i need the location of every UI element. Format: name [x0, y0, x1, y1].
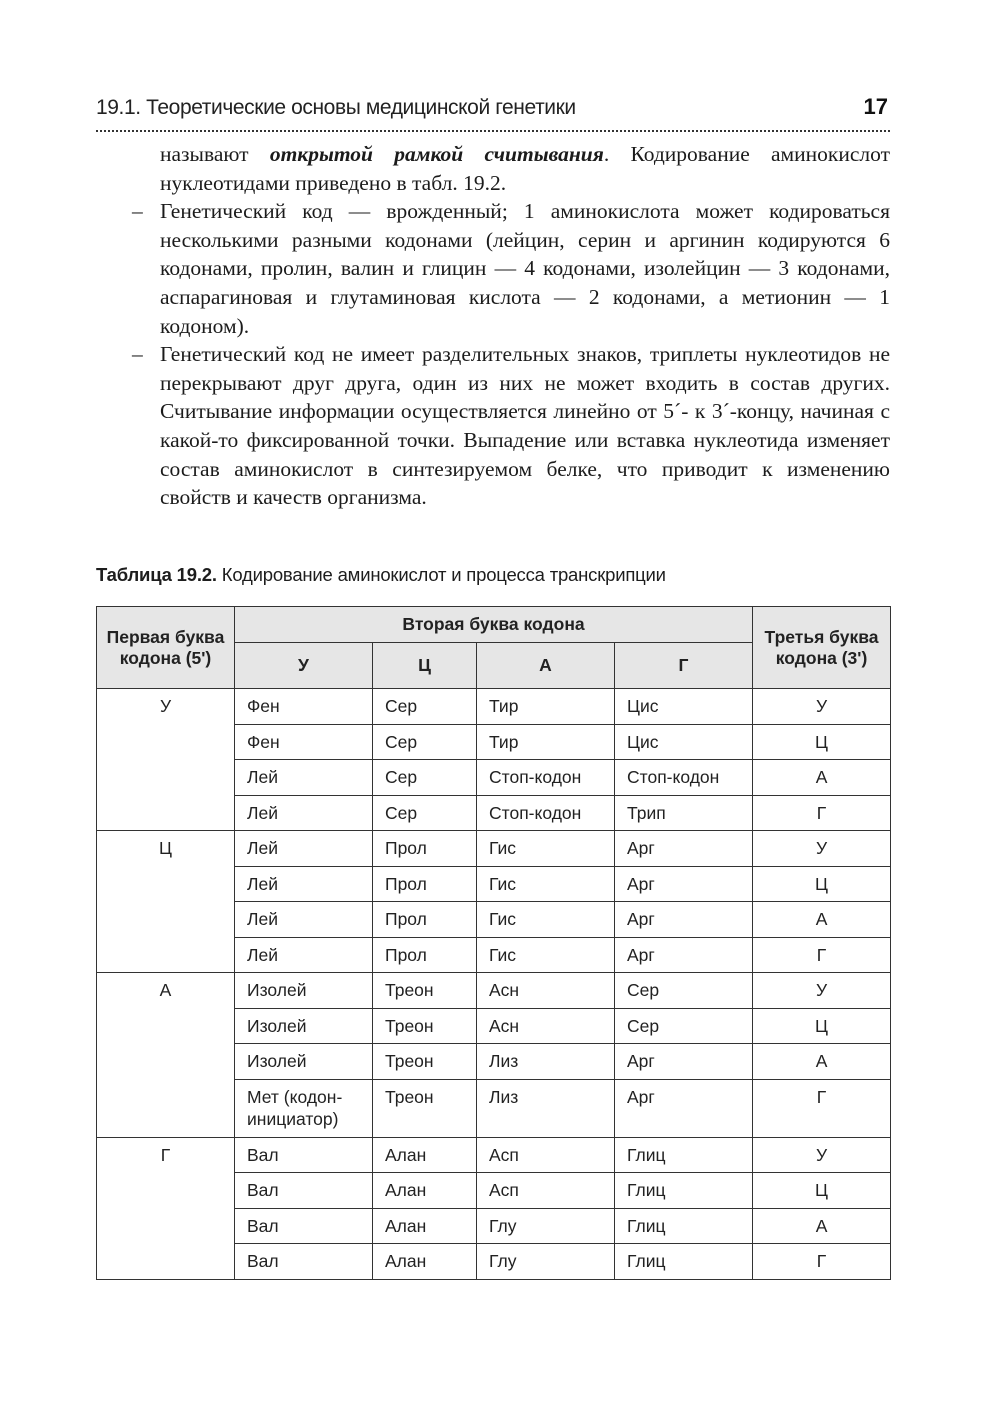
table-cell: Гис: [477, 902, 615, 938]
header-second-a: А: [477, 643, 615, 689]
list-item: [132, 197, 890, 340]
table-cell: Сер: [373, 689, 477, 725]
page-number: 17: [863, 94, 888, 119]
first-letter-cell: А: [97, 973, 235, 1138]
table-cell: Алан: [373, 1244, 477, 1280]
p1-after: . Кодирование аминокислот нуклеотидами приведено в табл. 19.2.: [160, 142, 891, 195]
table-cell: Глиц: [615, 1137, 753, 1173]
table-cell: Асп: [477, 1137, 615, 1173]
table-cell: Стоп-кодон: [615, 760, 753, 796]
first-letter-cell: У: [97, 689, 235, 831]
table-cell: Лиз: [477, 1044, 615, 1080]
list-item-text: Генетический код — врожденный; 1 аминокислота может кодироваться несколькими разными кодонами (лейцин, серин и аргинин кодируются 6 кодонами, пролин, валин и глицин — 4 кодонами, изолейцин — 3 кодонами, аспарагиновая и глутаминовая кислота — 2 кодонами, а метионин — 1 кодоном).: [160, 199, 890, 338]
table-cell: Изолей: [235, 973, 373, 1009]
table-cell: Арг: [615, 1079, 753, 1137]
third-letter-cell: У: [753, 831, 891, 867]
table-cell: Алан: [373, 1208, 477, 1244]
table-cell: Вал: [235, 1244, 373, 1280]
header-second-g: Г: [615, 643, 753, 689]
third-letter-cell: Ц: [753, 724, 891, 760]
list-item: [132, 340, 890, 512]
third-letter-cell: А: [753, 902, 891, 938]
table-cell: Алан: [373, 1173, 477, 1209]
table-cell: Прол: [373, 937, 477, 973]
table-cell: Тир: [477, 689, 615, 725]
third-letter-cell: А: [753, 1208, 891, 1244]
third-letter-cell: Г: [753, 937, 891, 973]
codon-table: [96, 606, 891, 1280]
header-second-c: Ц: [373, 643, 477, 689]
table-cell: Вал: [235, 1208, 373, 1244]
table-cell: Гис: [477, 866, 615, 902]
table-caption-title: Кодирование аминокислот и процесса транскрипции: [216, 564, 666, 585]
header-second-u: У: [235, 643, 373, 689]
table-cell: Прол: [373, 831, 477, 867]
table-cell: Глу: [477, 1244, 615, 1280]
table-cell: Цис: [615, 689, 753, 725]
third-letter-cell: Ц: [753, 1008, 891, 1044]
table-cell: Сер: [373, 724, 477, 760]
table-cell: Фен: [235, 724, 373, 760]
table-cell: Лей: [235, 760, 373, 796]
body-text: [132, 140, 890, 512]
table-cell: Алан: [373, 1137, 477, 1173]
table-cell: Лей: [235, 831, 373, 867]
third-letter-cell: Г: [753, 1079, 891, 1137]
table-caption-label: Таблица 19.2.: [96, 564, 217, 585]
table-cell: Прол: [373, 902, 477, 938]
table-cell: Лиз: [477, 1079, 615, 1137]
table-cell: Фен: [235, 689, 373, 725]
paragraph-continuation: [132, 140, 890, 197]
third-letter-cell: Г: [753, 795, 891, 831]
table-cell: Арг: [615, 937, 753, 973]
table-cell: Прол: [373, 866, 477, 902]
table-caption: [96, 564, 890, 586]
table-cell: Тир: [477, 724, 615, 760]
table-cell: Треон: [373, 1008, 477, 1044]
table-cell: Глиц: [615, 1244, 753, 1280]
third-letter-cell: А: [753, 1044, 891, 1080]
table-cell: Лей: [235, 866, 373, 902]
table-cell: Сер: [615, 1008, 753, 1044]
table-cell: Арг: [615, 831, 753, 867]
table-cell: Глиц: [615, 1173, 753, 1209]
table-cell: Арг: [615, 902, 753, 938]
third-letter-cell: Г: [753, 1244, 891, 1280]
table-cell: Изолей: [235, 1008, 373, 1044]
table-cell: Сер: [615, 973, 753, 1009]
third-letter-cell: А: [753, 760, 891, 796]
third-letter-cell: У: [753, 689, 891, 725]
table-cell: Цис: [615, 724, 753, 760]
header-second-letter: Вторая буква кодона: [235, 607, 753, 643]
running-title: 19.1. Теоретические основы медицинской генетики: [96, 96, 576, 119]
table-cell: Стоп-кодон: [477, 760, 615, 796]
table-cell: Треон: [373, 973, 477, 1009]
p1-before: называют: [160, 142, 270, 166]
table-cell: Асп: [477, 1173, 615, 1209]
third-letter-cell: Ц: [753, 866, 891, 902]
table-cell: Трип: [615, 795, 753, 831]
table-cell: Асн: [477, 973, 615, 1009]
table-cell: Лей: [235, 902, 373, 938]
table-row: [97, 689, 891, 725]
table-cell: Сер: [373, 760, 477, 796]
third-letter-cell: У: [753, 1137, 891, 1173]
table-cell: Сер: [373, 795, 477, 831]
header-first-letter: Первая буква кодона (5'): [97, 607, 235, 689]
table-cell: Вал: [235, 1173, 373, 1209]
term-open-reading-frame: открытой рамкой считывания: [269, 142, 604, 166]
table-cell: Глу: [477, 1208, 615, 1244]
table-cell: Вал: [235, 1137, 373, 1173]
table-cell: Мет (кодон-инициатор): [235, 1079, 373, 1137]
table-cell: Изолей: [235, 1044, 373, 1080]
third-letter-cell: У: [753, 973, 891, 1009]
table-cell: Гис: [477, 831, 615, 867]
table-cell: Лей: [235, 937, 373, 973]
table-cell: Арг: [615, 1044, 753, 1080]
header-third-letter: Третья буква кодона (3'): [753, 607, 891, 689]
list-dash: –: [132, 199, 143, 224]
table-cell: Треон: [373, 1079, 477, 1137]
table-row: [97, 1137, 891, 1173]
table-row: [97, 831, 891, 867]
running-header: [96, 94, 890, 132]
first-letter-cell: Ц: [97, 831, 235, 973]
table-cell: Глиц: [615, 1208, 753, 1244]
table-cell: Стоп-кодон: [477, 795, 615, 831]
table-cell: Лей: [235, 795, 373, 831]
table-cell: Треон: [373, 1044, 477, 1080]
list-dash: –: [132, 342, 143, 367]
table-row: [97, 973, 891, 1009]
first-letter-cell: Г: [97, 1137, 235, 1279]
third-letter-cell: Ц: [753, 1173, 891, 1209]
table-cell: Асн: [477, 1008, 615, 1044]
table-cell: Гис: [477, 937, 615, 973]
list-item-text: Генетический код не имеет разделительных знаков, триплеты нуклеотидов не перекрывают друг друга, один из них не может входить в состав других. Считывание информации осуществляется линейно от 5´- к 3´-концу, начиная с какой-то фиксированной точки. Выпадение или вставка нуклеотида изменяет состав аминокислот в синтезируемом белке, что приводит к изменению свойств и качеств организма.: [160, 342, 890, 510]
table-cell: Арг: [615, 866, 753, 902]
